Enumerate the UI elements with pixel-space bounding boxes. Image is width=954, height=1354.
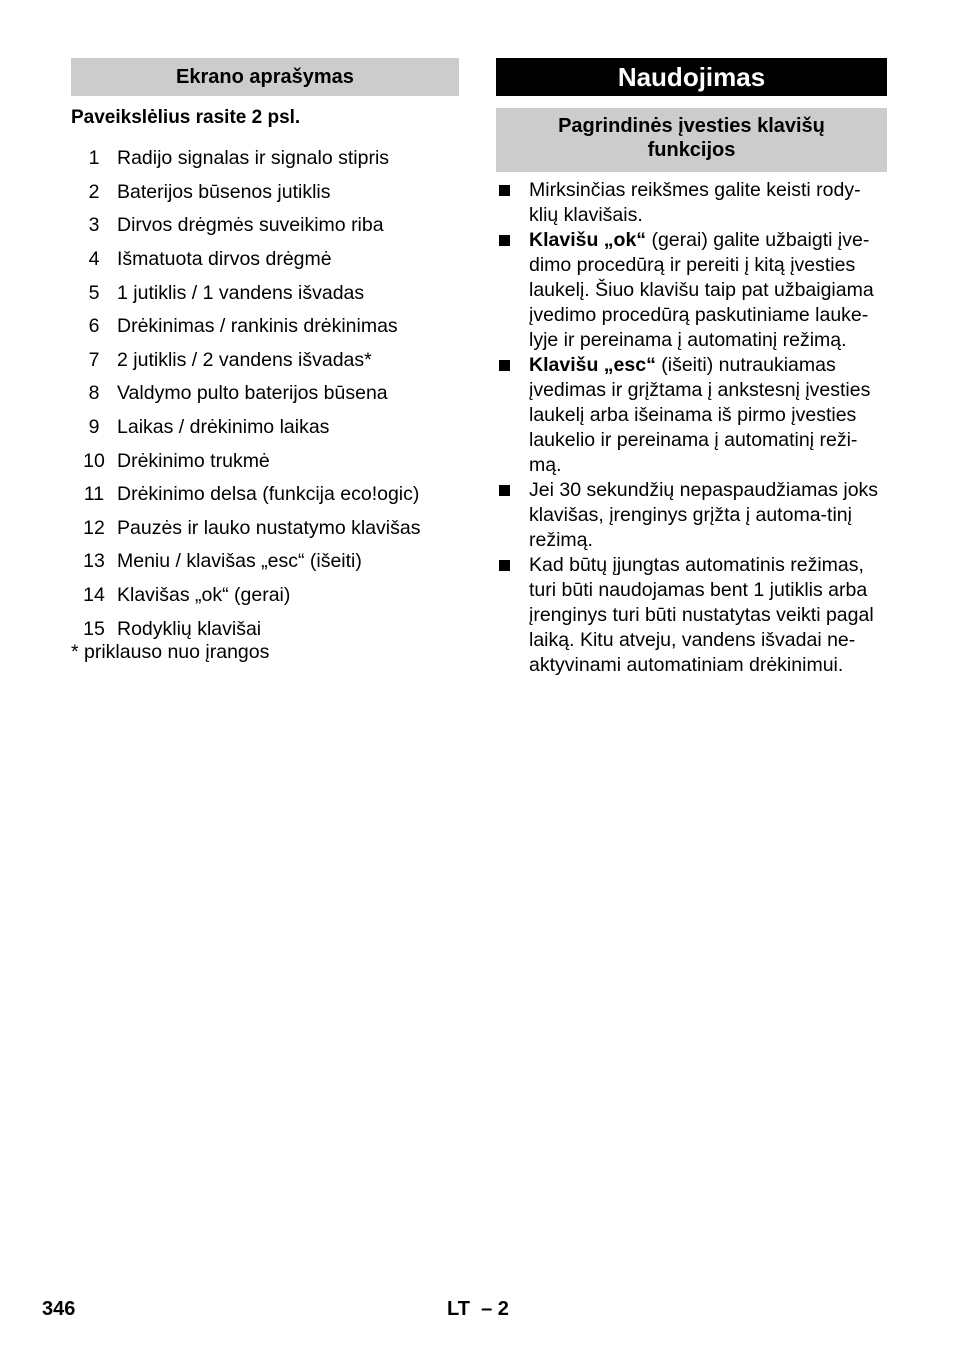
bullet-text: Mirksinčias reikšmes galite keisti rody-klių klavišais. bbox=[529, 179, 861, 226]
figure-reference-note: Paveikslėlius rasite 2 psl. bbox=[71, 107, 301, 128]
legend-text: Drėkinimo delsa (funkcija eco!ogic) bbox=[117, 483, 420, 506]
legend-number: 7 bbox=[88, 348, 100, 371]
legend-item bbox=[71, 512, 459, 546]
legend-number: 2 bbox=[88, 180, 100, 203]
legend-number: 14 bbox=[83, 584, 105, 607]
legend-item bbox=[71, 377, 459, 411]
legend-item bbox=[71, 545, 459, 579]
legend-number: 4 bbox=[88, 248, 100, 271]
legend-text: Baterijos būsenos jutiklis bbox=[117, 180, 331, 203]
bullet-item bbox=[496, 478, 887, 553]
legend-item bbox=[71, 411, 459, 445]
legend-number: 11 bbox=[83, 483, 105, 506]
legend-number: 9 bbox=[88, 416, 100, 439]
legend-number: 5 bbox=[88, 281, 100, 304]
legend-text: Valdymo pulto baterijos būsena bbox=[117, 382, 388, 405]
legend-text: Rodyklių klavišai bbox=[117, 617, 262, 640]
legend-item bbox=[71, 310, 459, 344]
square-bullet-icon bbox=[499, 560, 510, 571]
legend-item bbox=[71, 344, 459, 378]
bullet-bold-text: Klavišu „esc“ bbox=[529, 354, 656, 376]
square-bullet-icon bbox=[499, 185, 510, 196]
page-number: 346 bbox=[42, 1298, 76, 1320]
legend-text: Drėkinimo trukmė bbox=[117, 449, 270, 472]
square-bullet-icon bbox=[499, 360, 510, 371]
legend-text: 2 jutiklis / 2 vandens išvadas* bbox=[117, 348, 372, 371]
legend-item bbox=[71, 243, 459, 277]
bullet-item bbox=[496, 228, 887, 353]
legend-number: 10 bbox=[83, 449, 105, 472]
legend-text: 1 jutiklis / 1 vandens išvadas bbox=[117, 281, 365, 304]
bullet-text: Jei 30 sekundžių nepaspaudžiamas joks klavišas, įrenginys grįžta į automa-tinį režimą. bbox=[529, 479, 879, 551]
bullet-item bbox=[496, 178, 887, 228]
legend-text: Drėkinimas / rankinis drėkinimas bbox=[117, 315, 398, 338]
legend-item bbox=[71, 142, 459, 176]
legend-item bbox=[71, 176, 459, 210]
bullet-item bbox=[496, 353, 887, 478]
legend-number: 8 bbox=[88, 382, 100, 405]
square-bullet-icon bbox=[499, 235, 510, 246]
legend-text: Klavišas „ok“ (gerai) bbox=[117, 584, 291, 607]
bullet-item bbox=[496, 553, 887, 678]
section-heading-screen-description: Ekrano aprašymas bbox=[71, 58, 459, 96]
legend-text: Meniu / klavišas „esc“ (išeiti) bbox=[117, 550, 362, 573]
legend-item bbox=[71, 579, 459, 613]
legend-number: 3 bbox=[88, 214, 100, 237]
footnote: * priklauso nuo įrangos bbox=[71, 640, 270, 663]
legend-item bbox=[71, 478, 459, 512]
legend-number: 12 bbox=[83, 516, 105, 539]
left-column bbox=[71, 58, 459, 664]
right-column bbox=[496, 58, 887, 678]
legend-number: 6 bbox=[88, 315, 100, 338]
section-heading-line: funkcijos bbox=[647, 139, 736, 161]
legend-item bbox=[71, 276, 459, 310]
bullet-text: (išeiti) nutraukiamas įvedimas ir grįžtama į ankstesnį įvesties laukelį arba išeinama iš pirmo įvesties laukelio ir pereinama į automatinį reži-mą. bbox=[529, 354, 871, 476]
bullet-bold-text: Klavišu „ok“ bbox=[529, 229, 647, 251]
legend-item bbox=[71, 209, 459, 243]
legend-text: Dirvos drėgmės suveikimo riba bbox=[117, 214, 384, 237]
language-page-label: LT – 2 bbox=[447, 1298, 509, 1320]
bullet-text: (gerai) galite užbaigti įve-dimo procedūrą ir pereiti į kitą įvesties laukelį. Šiuo klavišu taip pat užbaigiama įvedimo procedūrą paskutiniame lauke-lyje ir pereinama į automatinį režimą. bbox=[529, 229, 874, 351]
legend-text: Radijo signalas ir signalo stipris bbox=[117, 147, 390, 170]
bullet-text: Kad būtų įjungtas automatinis režimas, turi būti naudojamas bent 1 jutiklis arba įrenginys turi būti nustatytas veikti pagal laiką. Kitu atveju, vandens išvadai ne-aktyvinami automatiniam drėkinimui. bbox=[529, 554, 874, 676]
legend-number: 15 bbox=[83, 617, 105, 640]
legend-item bbox=[71, 444, 459, 478]
legend-text: Laikas / drėkinimo laikas bbox=[117, 416, 330, 439]
chapter-title: Naudojimas bbox=[496, 58, 887, 96]
display-legend-list bbox=[71, 142, 459, 646]
section-heading-line: Pagrindinės įvesties klavišų bbox=[558, 115, 825, 137]
key-functions-list bbox=[496, 178, 887, 678]
legend-number: 13 bbox=[83, 550, 105, 573]
legend-number: 1 bbox=[88, 147, 100, 170]
legend-text: Išmatuota dirvos drėgmė bbox=[117, 248, 332, 271]
square-bullet-icon bbox=[499, 485, 510, 496]
section-heading-key-functions bbox=[496, 108, 887, 172]
legend-text: Pauzės ir lauko nustatymo klavišas bbox=[117, 516, 421, 539]
